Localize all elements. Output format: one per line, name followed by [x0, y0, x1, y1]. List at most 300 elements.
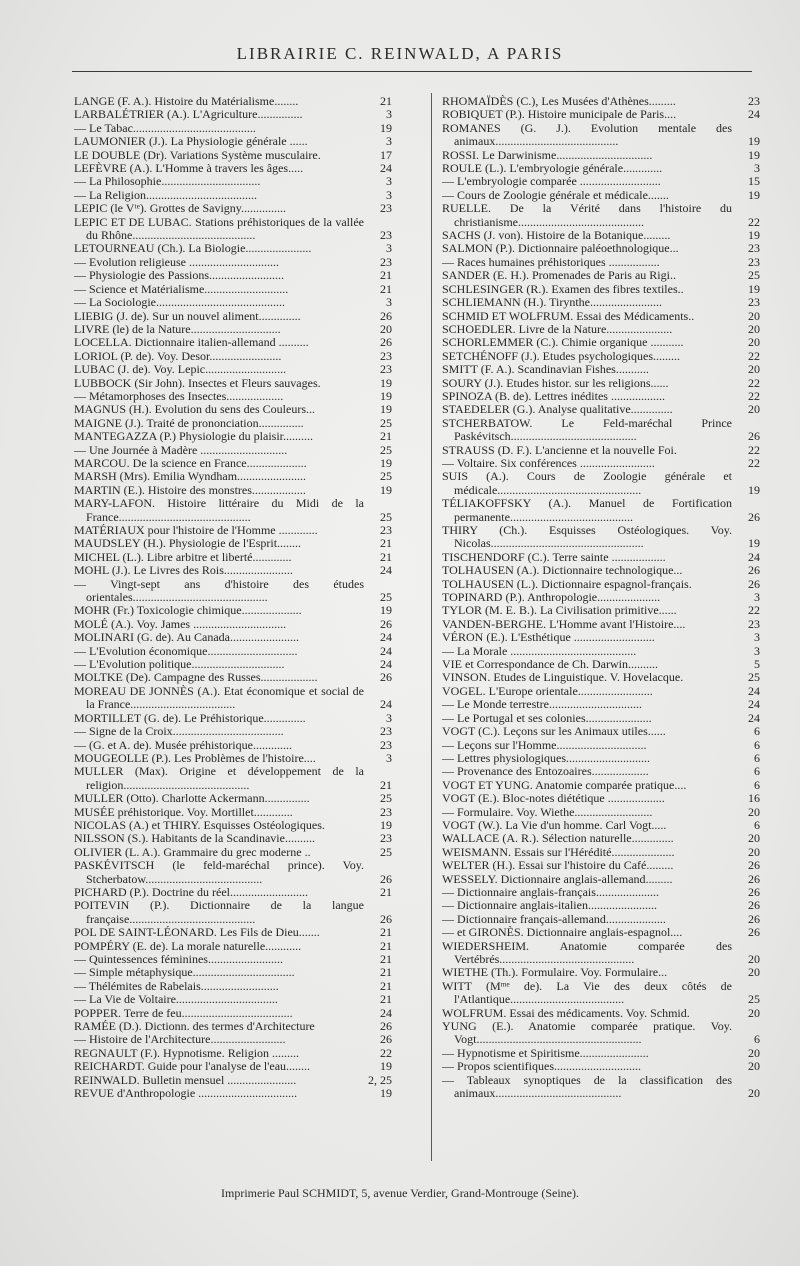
- catalog-entry: [74, 1060, 392, 1073]
- entry-page-number: 19: [748, 187, 760, 202]
- entry-title: YUNG (E.). Anatomie comparée pratique. Voy. Vogt.......................................................: [442, 1019, 732, 1047]
- entry-title: — La Sociologie...........................................: [74, 295, 285, 310]
- entry-page-number: 21: [380, 978, 392, 993]
- catalog-entry: [74, 175, 392, 188]
- catalog-entry: [74, 189, 392, 202]
- entry-title: WOLFRUM. Essai des médicaments. Voy. Schmid.: [442, 1005, 690, 1020]
- entry-title: OLIVIER (L. A.). Grammaire du grec moderne ..: [74, 844, 311, 859]
- catalog-entry: [74, 162, 392, 175]
- entry-page-number: 23: [380, 348, 392, 363]
- entry-title: REGNAULT (F.). Hypnotisme. Religion .........: [74, 1045, 300, 1060]
- entry-page-number: 23: [380, 228, 392, 243]
- entry-title: ROBIQUET (P.). Histoire municipale de Paris....: [442, 107, 677, 122]
- page-header: LIBRAIRIE C. REINWALD, A PARIS: [236, 44, 564, 63]
- catalog-entry: [74, 1047, 392, 1060]
- entry-title: — Le Tabac.........................................: [74, 120, 256, 135]
- entry-page-number: 6: [754, 777, 760, 792]
- catalog-entry: [74, 497, 392, 524]
- entry-title: LEPIC ET DE LUBAC. Stations préhistoriques de la vallée du Rhône.........................................: [74, 214, 364, 243]
- entry-page-number: 24: [748, 549, 760, 564]
- entry-title: — L'embryologie comparée ...........................: [442, 174, 661, 189]
- entry-title: WIETHE (Th.). Formulaire. Voy. Formulaire...: [442, 965, 668, 980]
- entry-title: WEISMANN. Essais sur l'Hérédité.....................: [442, 844, 675, 859]
- catalog-entry: [442, 886, 760, 899]
- left-column: [74, 95, 392, 1100]
- entry-title: — Histoire de l'Architecture.........................: [74, 1032, 286, 1047]
- entry-title: — Thélémites de Rabelais..........................: [74, 978, 279, 993]
- entry-page-number: 21: [380, 549, 392, 564]
- entry-page-number: 22: [380, 1045, 392, 1060]
- catalog-entry: [74, 202, 392, 215]
- entry-title: REICHARDT. Guide pour l'analyse de l'eau........: [74, 1059, 311, 1074]
- catalog-entry: [74, 618, 392, 631]
- entry-page-number: 23: [380, 523, 392, 537]
- catalog-entry: [74, 242, 392, 255]
- entry-title: MOLÉ (A.). Voy. James ...............................: [74, 616, 287, 631]
- entry-page-number: 22: [748, 442, 760, 457]
- column-divider: [431, 93, 432, 1161]
- entry-title: WESSELY. Dictionnaire anglais-allemand.........: [442, 871, 673, 886]
- catalog-entry: [74, 256, 392, 269]
- catalog-entry: [74, 739, 392, 752]
- entry-title: SALMON (P.). Dictionnaire paléoethnologique...: [442, 241, 679, 256]
- entry-page-number: 19: [380, 388, 392, 403]
- catalog-entry: [74, 122, 392, 135]
- catalog-entry: [74, 1087, 392, 1100]
- entry-title: — Physiologie des Passions.........................: [74, 268, 285, 283]
- entry-title: SUIS (A.). Cours de Zoologie générale et médicale................................................: [442, 469, 732, 497]
- entry-page-number: 26: [748, 429, 760, 444]
- entry-page-number: 20: [748, 1005, 760, 1020]
- entry-page-number: 23: [380, 804, 392, 819]
- entry-title: MAIGNE (J.). Traité de prononciation...............: [74, 415, 304, 430]
- catalog-entry: [442, 739, 760, 752]
- entry-title: NICOLAS (A.) et THIRY. Esquisses Ostéologiques.: [74, 817, 325, 832]
- catalog-entry: [74, 926, 392, 939]
- catalog-entry: [442, 564, 760, 577]
- entry-title: LEFÈVRE (A.). L'Homme à travers les âges.....: [74, 161, 304, 176]
- catalog-entry: [74, 658, 392, 671]
- entry-title: TOPINARD (P.). Anthropologie.....................: [442, 590, 661, 605]
- entry-page-number: 26: [380, 308, 392, 323]
- catalog-entry: [74, 551, 392, 564]
- entry-title: SCHLIEMANN (H.). Tirynthe........................: [442, 295, 663, 310]
- entry-title: MUSÉE préhistorique. Voy. Mortillet.............: [74, 804, 293, 819]
- catalog-entry: [74, 712, 392, 725]
- entry-title: — Le Portugal et ses colonies......................: [442, 710, 652, 725]
- entry-title: — Métamorphoses des Insectes...................: [74, 388, 284, 403]
- entry-page-number: 16: [748, 791, 760, 806]
- catalog-entry: [442, 671, 760, 684]
- entry-page-number: 26: [748, 898, 760, 913]
- entry-page-number: 24: [380, 563, 392, 578]
- entry-title: LORIOL (P. de). Voy. Desor........................: [74, 348, 282, 363]
- entry-title: MORTILLET (G. de). Le Préhistorique..............: [74, 710, 306, 725]
- catalog-entry: [442, 819, 760, 832]
- entry-title: MICHEL (L.). Libre arbitre et liberté.............: [74, 549, 292, 564]
- printer-imprint: Imprimerie Paul SCHMIDT, 5, avenue Verdier, Grand-Montrouge (Seine).: [221, 1186, 579, 1200]
- catalog-entry: [442, 578, 760, 591]
- entry-title: — Une Journée à Madère .............................: [74, 442, 288, 457]
- catalog-entry: [74, 444, 392, 457]
- entry-page-number: 6: [754, 817, 760, 832]
- entry-page-number: 25: [380, 415, 392, 430]
- entry-title: RAMÉE (D.). Dictionn. des termes d'Architecture: [74, 1019, 315, 1034]
- entry-page-number: 25: [748, 268, 760, 283]
- entry-title: VOGT (W.). La Vie d'un homme. Carl Vogt.....: [442, 817, 667, 832]
- catalog-entry: [442, 108, 760, 121]
- entry-page-number: 19: [380, 120, 392, 135]
- entry-page-number: 26: [380, 1019, 392, 1034]
- entry-page-number: 26: [748, 858, 760, 873]
- entry-title: WALLACE (A. R.). Sélection naturelle..............: [442, 831, 674, 846]
- right-column: [442, 95, 760, 1100]
- catalog-entry: [74, 135, 392, 148]
- catalog-entry: [74, 417, 392, 430]
- catalog-entry: [74, 470, 392, 483]
- entry-page-number: 23: [748, 254, 760, 269]
- entry-title: POMPÉRY (E. de). La morale naturelle............: [74, 938, 302, 953]
- entry-page-number: 19: [380, 1086, 392, 1101]
- entry-title: — Simple métaphysique..................................: [74, 965, 295, 980]
- entry-title: — L'Evolution politique...............................: [74, 657, 285, 672]
- catalog-entry: [442, 913, 760, 926]
- entry-page-number: 24: [748, 107, 760, 122]
- entry-title: — Dictionnaire anglais-français.....................: [442, 884, 659, 899]
- entry-page-number: 19: [748, 147, 760, 162]
- entry-page-number: 23: [748, 241, 760, 256]
- entry-page-number: 20: [748, 362, 760, 377]
- catalog-entry: [442, 658, 760, 671]
- catalog-entry: [442, 832, 760, 845]
- entry-page-number: 23: [380, 737, 392, 752]
- entry-title: VOGT ET YUNG. Anatomie comparée pratique....: [442, 777, 687, 792]
- entry-title: MULLER (Otto). Charlotte Ackermann...............: [74, 791, 310, 806]
- catalog-entry: [442, 604, 760, 617]
- entry-title: SACHS (J. von). Histoire de la Botanique.........: [442, 228, 671, 243]
- entry-title: — Dictionnaire français-allemand....................: [442, 911, 666, 926]
- entry-page-number: 3: [386, 750, 392, 765]
- catalog-entry: [442, 591, 760, 604]
- entry-page-number: 20: [748, 321, 760, 336]
- catalog-entry: [442, 725, 760, 738]
- entry-page-number: 3: [386, 107, 392, 122]
- catalog-entry: [74, 832, 392, 845]
- entry-page-number: 6: [754, 1032, 760, 1047]
- entry-page-number: 26: [748, 563, 760, 578]
- catalog-entry: [74, 457, 392, 470]
- entry-title: MOLTKE (De). Campagne des Russes...................: [74, 670, 318, 685]
- catalog-entry: [442, 806, 760, 819]
- catalog-entry: [442, 202, 760, 229]
- catalog-entry: [442, 846, 760, 859]
- entry-title: WIEDERSHEIM. Anatomie comparée des Vertébrés.............................................: [442, 938, 732, 966]
- entry-page-number: 20: [748, 965, 760, 980]
- entry-page-number: 26: [380, 335, 392, 350]
- catalog-entry: [442, 363, 760, 376]
- catalog-entry: [74, 1007, 392, 1020]
- entry-page-number: 21: [380, 777, 392, 792]
- catalog-entry: [74, 350, 392, 363]
- entry-page-number: 20: [748, 844, 760, 859]
- entry-page-number: 22: [748, 348, 760, 363]
- entry-page-number: 21: [380, 938, 392, 953]
- catalog-entry: [74, 363, 392, 376]
- catalog-entry: [74, 283, 392, 296]
- entry-page-number: 26: [380, 1032, 392, 1047]
- catalog-entry: [442, 926, 760, 939]
- catalog-entry: [442, 940, 760, 967]
- catalog-entry: [442, 1047, 760, 1060]
- entry-page-number: 21: [380, 925, 392, 940]
- catalog-entry: [442, 1020, 760, 1047]
- catalog-entry: [74, 631, 392, 644]
- catalog-entry: [74, 323, 392, 336]
- entry-page-number: 20: [748, 804, 760, 819]
- catalog-entry: [442, 966, 760, 979]
- entry-title: MULLER (Max). Origine et développement de la religion..........................................: [74, 764, 364, 792]
- catalog-entry: [442, 792, 760, 805]
- catalog-entry: [74, 269, 392, 282]
- entry-page-number: 25: [748, 992, 760, 1007]
- entry-title: LIVRE (le) de la Nature..............................: [74, 321, 281, 336]
- entry-page-number: 24: [748, 710, 760, 725]
- entry-page-number: 26: [748, 509, 760, 524]
- entry-title: LIEBIG (J. de). Sur un nouvel aliment..............: [74, 308, 301, 323]
- entry-title: STCHERBATOW. Le Feld-maréchal Prince Paskévitsch..........................................: [442, 415, 732, 444]
- entry-title: MATÉRIAUX pour l'histoire de l'Homme .............: [74, 523, 318, 537]
- entry-page-number: 25: [380, 469, 392, 484]
- entry-page-number: 25: [380, 442, 392, 457]
- entry-title: — (G. et A. de). Musée préhistorique.............: [74, 737, 292, 752]
- catalog-entry: [74, 1033, 392, 1046]
- entry-title: — Le Monde terrestre...............................: [442, 697, 642, 712]
- catalog-entry: [442, 551, 760, 564]
- entry-title: MARCOU. De la science en France....................: [74, 455, 307, 470]
- catalog-entry: [442, 350, 760, 363]
- entry-title: ROSSI. Le Darwinisme................................: [442, 147, 653, 162]
- catalog-entry: [442, 1074, 760, 1101]
- entry-title: — Quintessences féminines.........................: [74, 952, 283, 966]
- catalog-entry: [74, 390, 392, 403]
- entry-page-number: 3: [754, 161, 760, 176]
- entry-page-number: 26: [380, 871, 392, 886]
- entry-title: VIE et Correspondance de Ch. Darwin..........: [442, 657, 658, 672]
- entry-title: — Vingt-sept ans d'histoire des études orientales.............................................: [74, 576, 364, 605]
- entry-title: WELTER (H.). Essai sur l'histoire du Café.........: [442, 858, 674, 873]
- entry-page-number: 23: [380, 831, 392, 846]
- entry-title: LOCELLA. Dictionnaire italien-allemand ..........: [74, 335, 309, 350]
- catalog-entry: [442, 390, 760, 403]
- entry-title: — Evolution religieuse ..............................: [74, 254, 279, 269]
- entry-title: MOHR (Fr.) Toxicologie chimique....................: [74, 603, 302, 618]
- entry-title: TYLOR (M. E. B.). La Civilisation primitive......: [442, 603, 677, 618]
- entry-title: — La Morale ..........................................: [442, 643, 637, 658]
- entry-page-number: 3: [386, 174, 392, 189]
- entry-page-number: 22: [748, 455, 760, 470]
- entry-page-number: 25: [380, 590, 392, 605]
- catalog-entry: [74, 149, 392, 162]
- entry-title: REVUE d'Anthropologie .................................: [74, 1086, 298, 1101]
- entry-page-number: 25: [380, 791, 392, 806]
- entry-title: — Signe de la Croix.....................................: [74, 724, 284, 739]
- catalog-entry: [442, 752, 760, 765]
- entry-page-number: 26: [748, 884, 760, 899]
- catalog-entry: [442, 497, 760, 524]
- catalog-entry: [74, 484, 392, 497]
- catalog-entry: [74, 752, 392, 765]
- entry-title: LE DOUBLE (Dr). Variations Système musculaire.: [74, 147, 321, 162]
- catalog-entry: [74, 1020, 392, 1033]
- entry-title: — L'Evolution économique..............................: [74, 643, 298, 658]
- entry-title: MOREAU DE JONNÈS (A.). Etat économique et social de la France...................................: [74, 683, 364, 712]
- entry-title: LAUMONIER (J.). La Physiologie générale ......: [74, 134, 308, 149]
- entry-title: LUBBOCK (Sir John). Insectes et Fleurs sauvages.: [74, 375, 321, 390]
- entry-page-number: 19: [748, 482, 760, 497]
- catalog-entry: [74, 980, 392, 993]
- entry-title: RHOMAÏDÈS (C.), Les Musées d'Athènes.........: [442, 94, 676, 108]
- entry-page-number: 24: [380, 1005, 392, 1020]
- entry-title: WITT (Mᵐᵉ de). La Vie des deux côtés de l'Atlantique......................................: [442, 978, 732, 1007]
- catalog-entry: [442, 310, 760, 323]
- catalog-entry: [74, 216, 392, 243]
- header-rule: [72, 71, 752, 72]
- entry-title: — Dictionnaire anglais-italien.......................: [442, 898, 657, 913]
- entry-page-number: 17: [380, 147, 392, 162]
- catalog-entry: [74, 578, 392, 605]
- entry-title: MAUDSLEY (H.). Physiologie de l'Esprit........: [74, 536, 302, 551]
- entry-page-number: 22: [748, 214, 760, 229]
- entry-page-number: 21: [380, 281, 392, 296]
- entry-title: PICHARD (P.). Doctrine du réel..........................: [74, 884, 308, 899]
- entry-title: SCHORLEMMER (C.). Chimie organique ...........: [442, 335, 684, 350]
- entry-title: VOGT (E.). Bloc-notes diététique ...................: [442, 791, 665, 806]
- entry-title: MOLINARI (G. de). Au Canada.......................: [74, 630, 299, 645]
- catalog-entry: [442, 765, 760, 778]
- entry-title: — La Philosophie.................................: [74, 174, 261, 189]
- entry-title: VÉRON (E.). L'Esthétique ...........................: [442, 630, 655, 645]
- catalog-entry: [442, 470, 760, 497]
- entry-page-number: 23: [380, 362, 392, 377]
- entry-page-number: 19: [380, 603, 392, 618]
- entry-title: SCHOEDLER. Livre de la Nature......................: [442, 321, 673, 336]
- entry-title: — Formulaire. Voy. Wiethe..........................: [442, 804, 653, 819]
- entry-page-number: 22: [748, 603, 760, 618]
- entry-title: MANTEGAZZA (P.) Physiologie du plaisir..........: [74, 429, 313, 444]
- catalog-entry: [74, 108, 392, 121]
- entry-page-number: 24: [380, 630, 392, 645]
- catalog-entry: [442, 336, 760, 349]
- entry-page-number: 19: [380, 482, 392, 497]
- entry-title: LUBAC (J. de). Voy. Lepic...........................: [74, 362, 287, 377]
- entry-page-number: 20: [748, 308, 760, 323]
- catalog-entry: [442, 175, 760, 188]
- catalog-entry: [442, 899, 760, 912]
- catalog-entry: [442, 283, 760, 296]
- entry-title: SCHLESINGER (R.). Examen des fibres textiles..: [442, 281, 684, 296]
- catalog-entry: [442, 1007, 760, 1020]
- catalog-entry: [442, 698, 760, 711]
- entry-page-number: 25: [380, 509, 392, 524]
- entry-title: TISCHENDORF (C.). Terre sainte ..................: [442, 549, 666, 564]
- catalog-entry: [442, 618, 760, 631]
- entry-title: SETCHÉNOFF (J.). Etudes psychologiques.........: [442, 348, 680, 363]
- catalog-entry: [442, 229, 760, 242]
- entry-title: VANDEN-BERGHE. L'Homme avant l'Histoire....: [442, 616, 686, 631]
- entry-title: TÉLIAKOFFSKY (A.). Manuel de Fortification permanente.........................................: [442, 496, 732, 524]
- entry-page-number: 26: [380, 670, 392, 685]
- entry-page-number: 21: [380, 429, 392, 444]
- catalog-entry: [74, 886, 392, 899]
- catalog-entry: [74, 604, 392, 617]
- entry-title: — Propos scientifiques.............................: [442, 1059, 641, 1074]
- entry-page-number: 6: [754, 724, 760, 739]
- entry-page-number: 6: [754, 750, 760, 765]
- entry-page-number: 19: [748, 281, 760, 296]
- entry-title: LETOURNEAU (Ch.). La Biologie......................: [74, 241, 312, 256]
- entry-title: TOLHAUSEN (A.). Dictionnaire technologique...: [442, 563, 683, 578]
- catalog-entry: [74, 310, 392, 323]
- entry-title: SOURY (J.). Etudes histor. sur les religions......: [442, 375, 669, 390]
- entry-page-number: 26: [380, 616, 392, 631]
- entry-page-number: 26: [748, 925, 760, 940]
- entry-title: MARSH (Mrs). Emilia Wyndham.......................: [74, 469, 307, 484]
- entry-page-number: 21: [380, 884, 392, 899]
- entry-page-number: 23: [380, 201, 392, 216]
- entry-page-number: 21: [380, 536, 392, 551]
- entry-page-number: 25: [380, 844, 392, 859]
- entry-page-number: 19: [380, 817, 392, 832]
- entry-page-number: 3: [386, 134, 392, 149]
- entry-title: — Voltaire. Six conférences .........................: [442, 455, 655, 470]
- catalog-entry: [442, 645, 760, 658]
- entry-page-number: 23: [380, 254, 392, 269]
- catalog-entry: [74, 819, 392, 832]
- catalog-entry: [442, 444, 760, 457]
- entry-page-number: 19: [380, 1059, 392, 1074]
- catalog-entry: [74, 940, 392, 953]
- entry-page-number: 23: [380, 724, 392, 739]
- entry-title: SMITT (F. A.). Scandinavian Fishes...........: [442, 362, 649, 377]
- entry-page-number: 26: [748, 576, 760, 591]
- entry-title: VINSON. Etudes de Linguistique. V. Hovelacque.: [442, 670, 684, 685]
- entry-page-number: 3: [754, 630, 760, 645]
- catalog-entry: [442, 457, 760, 470]
- entry-page-number: 3: [386, 295, 392, 310]
- entry-page-number: 24: [748, 683, 760, 698]
- entry-page-number: 23: [748, 94, 760, 108]
- entry-title: POPPER. Terre de feu.....................................: [74, 1005, 293, 1020]
- entry-title: POITEVIN (P.). Dictionnaire de la langue française..........................................: [74, 898, 364, 926]
- entry-page-number: 23: [748, 295, 760, 310]
- catalog-entry: [74, 899, 392, 926]
- catalog-entry: [442, 779, 760, 792]
- entry-page-number: 6: [754, 764, 760, 779]
- entry-page-number: 20: [748, 335, 760, 350]
- catalog-entry: [442, 323, 760, 336]
- entry-page-number: 20: [748, 1045, 760, 1060]
- entry-title: LEPIC (le Vᵗᵉ). Grottes de Savigny...............: [74, 201, 287, 216]
- entry-title: MOUGEOLLE (P.). Les Problèmes de l'histoire....: [74, 750, 316, 765]
- entry-title: SCHMID ET WOLFRUM. Essai des Médicaments..: [442, 308, 695, 323]
- entry-title: — Cours de Zoologie générale et médicale.......: [442, 187, 669, 202]
- entry-title: MARY-LAFON. Histoire littéraire du Midi de la France............................................: [74, 496, 364, 524]
- entry-title: ROULE (L.). L'embryologie générale.............: [442, 161, 663, 176]
- entry-page-number: 3: [386, 241, 392, 256]
- catalog-entry: [442, 95, 760, 108]
- entry-page-number: 6: [754, 737, 760, 752]
- catalog-entry: [74, 846, 392, 859]
